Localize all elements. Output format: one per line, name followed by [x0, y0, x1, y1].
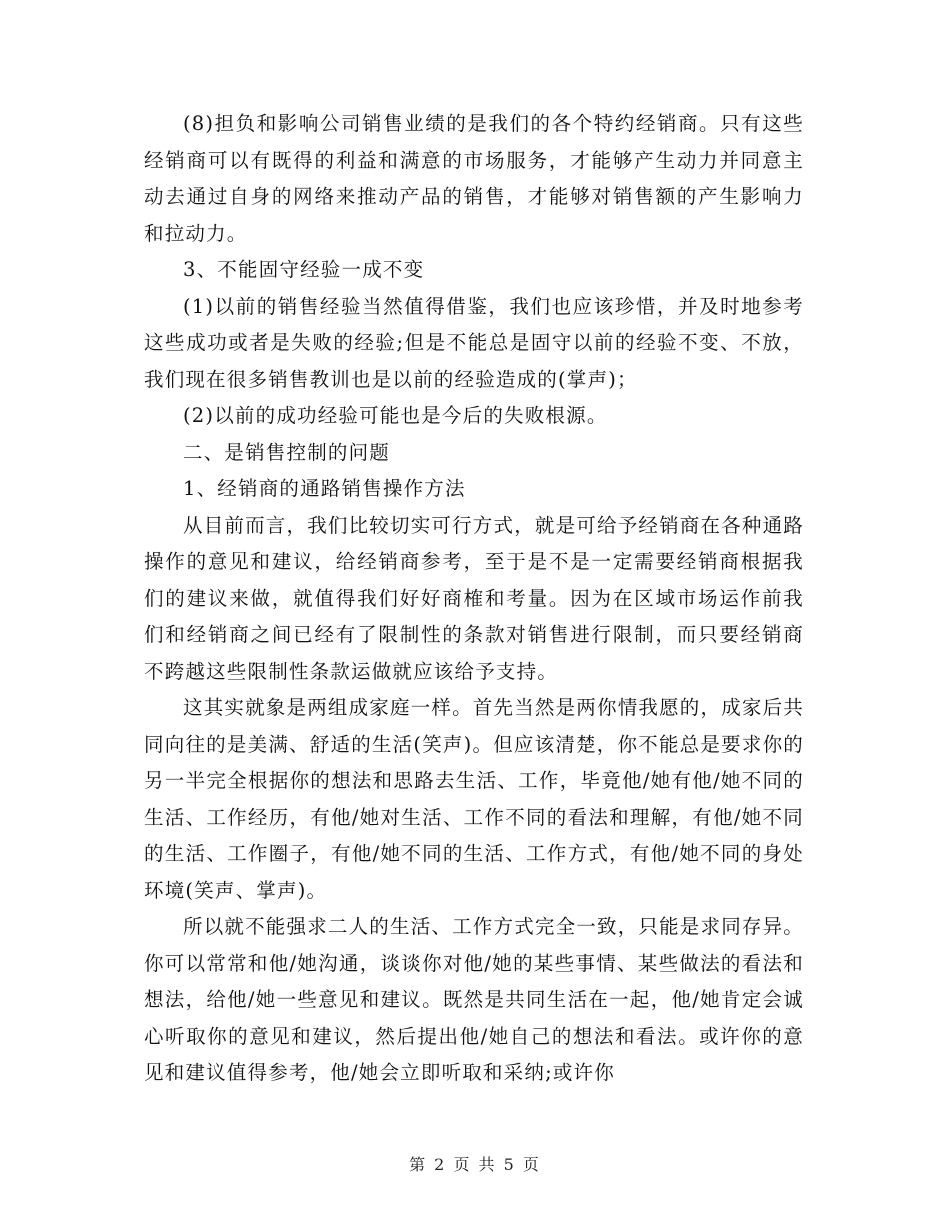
- heading-channel-method: 1、经销商的通路销售操作方法: [183, 477, 466, 500]
- paragraph-dealer-influence: (8)担负和影响公司销售业绩的是我们的各个特约经销商。只有这些经销商可以有既得的利益和满意的市场服务，才能够产生动力并同意主动去通过自身的网络来推动产品的销售，才能够对销售额的产生影响力和拉动力。: [144, 112, 804, 245]
- page-number-footer: 第 2 页 共 5 页: [409, 1155, 541, 1174]
- document-body: [144, 106, 804, 1092]
- heading-experience: 3、不能固守经验一成不变: [183, 258, 425, 281]
- paragraph-failure-root: (2)以前的成功经验可能也是今后的失败根源。: [183, 404, 608, 427]
- heading-sales-control: 二、是销售控制的问题: [183, 440, 391, 464]
- paragraph-seek-common-ground: 所以就不能强求二人的生活、工作方式完全一致，只能是求同存异。你可以常常和他/她沟通，谈谈你对他/她的某些事情、某些做法的看法和想法，给他/她一些意见和建议。既然是共同生活在一起，他/她肯定会诚心听取你的意见和建议，然后提出他/她自己的想法和看法。或许你的意见和建议值得参考，他/她会立即听取和采纳;或许你: [144, 915, 805, 1084]
- paragraph-family-analogy: 这其实就象是两组成家庭一样。首先当然是两你情我愿的，成家后共同向往的是美满、舒适的生活(笑声)。但应该清楚，你不能总是要求你的另一半完全根据你的想法和思路去生活、工作，毕竟他/她有他/她不同的生活、工作经历，有他/她对生活、工作不同的看法和理解，有他/她不同的生活、工作圈子，有他/她不同的生活、工作方式，有他/她不同的身处环境(笑声、掌声)。: [144, 696, 805, 902]
- paragraph-channel-advice: 从目前而言，我们比较切实可行方式，就是可给予经销商在各种通路操作的意见和建议，给经销商参考，至于是不是一定需要经销商根据我们的建议来做，就值得我们好好商榷和考量。因为在区域市场运作前我们和经销商之间已经有了限制性的条款对销售进行限制，而只要经销商不跨越这些限制性条款运做就应该给予支持。: [144, 513, 805, 683]
- paragraph-past-experience: (1)以前的销售经验当然值得借鉴，我们也应该珍惜，并及时地参考这些成功或者是失败的经验;但是不能总是固守以前的经验不变、不放，我们现在很多销售教训也是以前的经验造成的(掌声)；: [144, 294, 804, 391]
